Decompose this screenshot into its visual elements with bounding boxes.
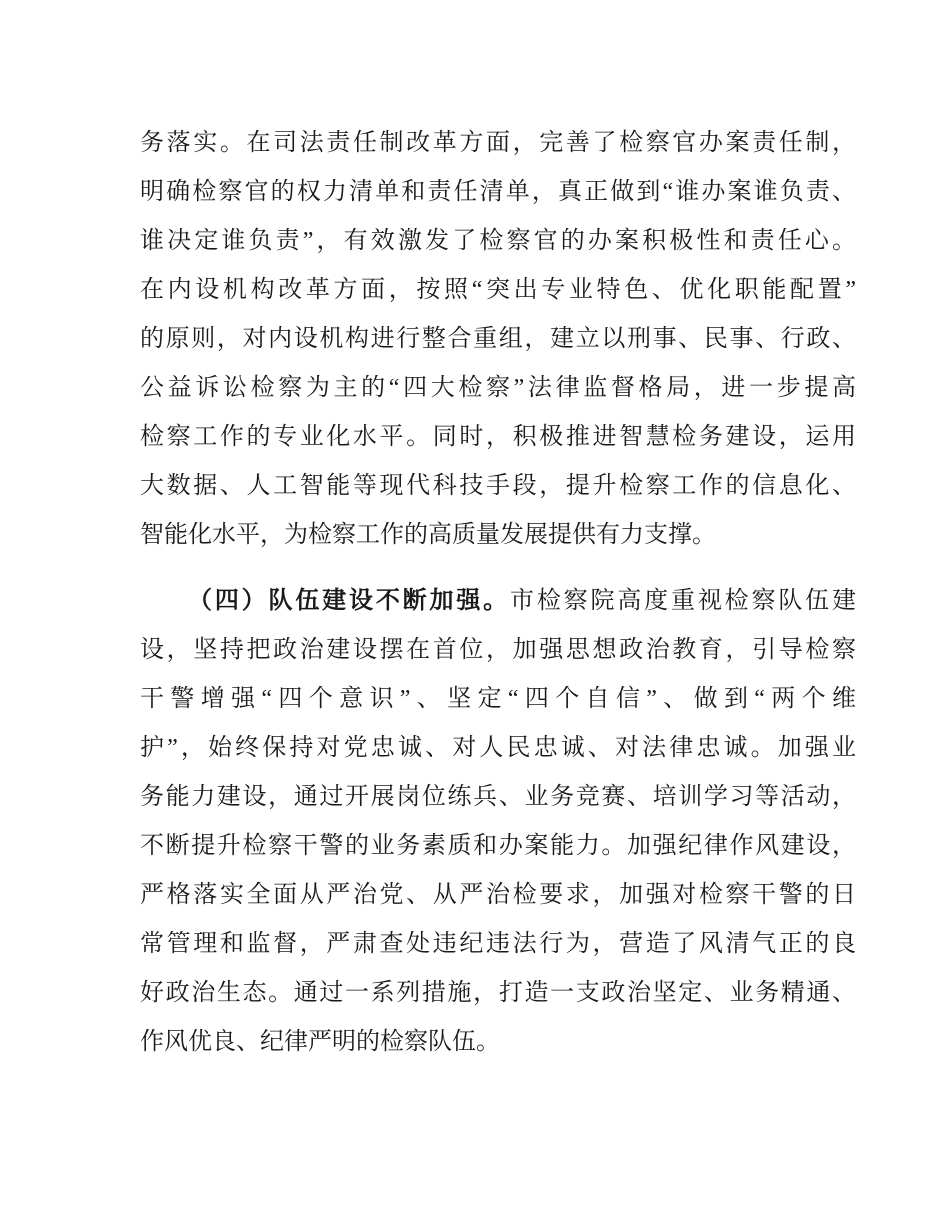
text-line [140,626,856,675]
text-line [140,364,856,413]
section-heading-bold: （四）队伍建设不断加强。 [188,587,510,614]
text-run: 不断提升检察干警的业务素质和办案能力。加强纪律作风建设， [140,833,856,859]
text-run: 好政治生态。通过一系列措施，打造一支政治坚定、业务精通、 [140,980,856,1006]
text-run: 明确检察官的权力清单和责任清单，真正做到“谁办案谁负责、 [140,179,856,205]
text-line [140,675,856,724]
text-run: 务落实。在司法责任制改革方面，完善了检察官办案责任制， [140,130,856,156]
text-line [140,871,856,920]
text-run: 干警增强“四个意识”、坚定“四个自信”、做到“两个维 [140,686,856,712]
text-line [140,969,856,1018]
text-line [140,724,856,773]
text-run: 公益诉讼检察为主的“四大检察”法律监督格局，进一步提高 [140,375,856,401]
text-run: 常管理和监督，严肃查处违纪违法行为，营造了风清气正的良 [140,931,856,957]
text-run: 护”，始终保持对党忠诚、对人民忠诚、对法律忠诚。加强业 [140,735,856,761]
text-run: 严格落实全面从严治党、从严治检要求，加强对检察干警的日 [140,882,856,908]
text-run: 大数据、人工智能等现代科技手段，提升检察工作的信息化、 [140,473,856,499]
text-run: 的原则，对内设机构进行整合重组，建立以刑事、民事、行政、 [140,326,856,352]
text-block [140,119,856,1067]
paragraph-team-building [140,576,856,1067]
text-line [140,119,856,168]
text-line [140,266,856,315]
text-line [140,576,856,626]
text-line [140,1018,856,1067]
text-run: 智能化水平，为检察工作的高质量发展提供有力支撑。 [140,522,716,548]
text-line [140,217,856,266]
text-run: 务能力建设，通过开展岗位练兵、业务竞赛、培训学习等活动， [140,784,856,810]
text-line [140,920,856,969]
text-line [140,822,856,871]
text-line [140,315,856,364]
text-line [140,462,856,511]
text-line [140,168,856,217]
text-line [140,413,856,462]
text-run: 市检察院高度重视检察队伍建 [510,588,856,614]
text-line [140,511,856,560]
text-run: 作风优良、纪律严明的检察队伍。 [140,1029,500,1055]
paragraph-judicial-reform [140,119,856,560]
text-run: 设，坚持把政治建设摆在首位，加强思想政治教育，引导检察 [140,637,856,663]
text-run: 检察工作的专业化水平。同时，积极推进智慧检务建设，运用 [140,424,856,450]
text-run: 谁决定谁负责”，有效激发了检察官的办案积极性和责任心。 [140,228,856,254]
text-run: 在内设机构改革方面，按照“突出专业特色、优化职能配置” [140,277,856,303]
text-line [140,773,856,822]
